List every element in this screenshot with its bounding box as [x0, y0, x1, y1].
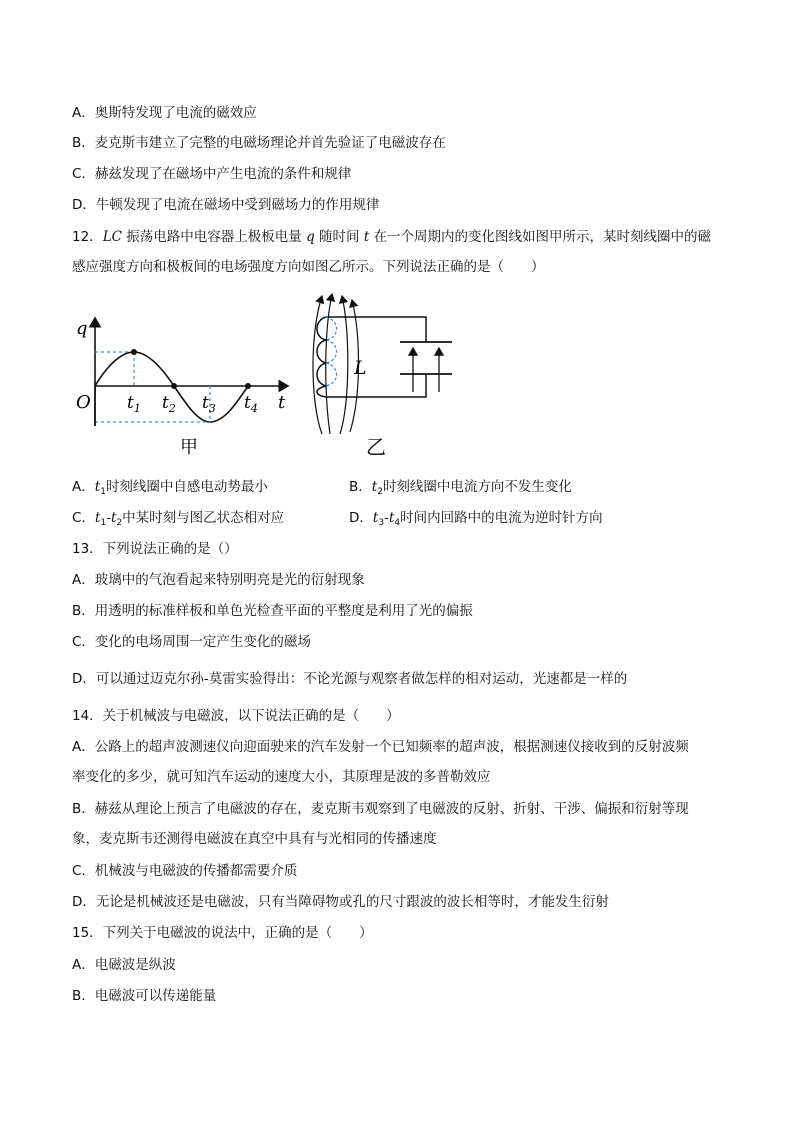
- q12-q-symbol: q: [306, 229, 315, 245]
- range-dash: -: [106, 510, 111, 526]
- q13-stem: 13．下列说法正确的是（）: [72, 541, 238, 557]
- q14-option-b-line2: 象，麦克斯韦还测得电磁波在真空中具有与光相同的传播速度: [72, 831, 437, 847]
- q15-option-b: B．电磁波可以传递能量: [72, 988, 217, 1004]
- q12-option-d: [349, 508, 603, 533]
- q11-option-a: A．奥斯特发现了电流的磁效应: [72, 105, 257, 121]
- point-t1: [131, 349, 137, 355]
- magnetic-field-lines: [313, 294, 359, 434]
- t-subscript: 2: [116, 518, 123, 528]
- q11-option-d: D．牛顿发现了电流在磁场中受到磁场力的作用规律: [72, 197, 380, 213]
- q12-number: 12．: [72, 229, 103, 245]
- caption-jia: 甲: [180, 437, 198, 458]
- t-subscript: 1: [100, 518, 107, 528]
- q15-option-a: A．电磁波是纵波: [72, 957, 176, 973]
- q12-stem-text: 在一个周期内的变化图线如图甲所示，某时刻线圈中的磁: [369, 229, 712, 245]
- q13-option-b: B．用透明的标准样板和单色光检查平面的平整度是利用了光的偏振: [72, 603, 473, 619]
- t-symbol: t: [94, 510, 101, 526]
- t-subscript: 3: [378, 518, 385, 528]
- q14-option-a-line1: A．公路上的超声波测速仪向迎面驶来的汽车发射一个已知频率的超声波，根据测速仪接收到的反射波频: [72, 739, 689, 755]
- q11-option-b: B．麦克斯韦建立了完整的电磁场理论并首先验证了电磁波存在: [72, 135, 446, 151]
- caption-yi: 乙: [366, 435, 386, 459]
- svg-text:t3: $t_3$: [202, 393, 216, 415]
- option-letter: C．: [72, 510, 95, 526]
- option-text: 中某时刻与图乙状态相对应: [122, 510, 285, 526]
- x-axis-label: t: [278, 392, 286, 413]
- circuit-wire: [326, 374, 426, 397]
- point-t2: [171, 383, 177, 389]
- q14-option-a-line2: 率变化的多少，就可知汽车运动的速度大小，其原理是波的多普勒效应: [72, 769, 491, 785]
- option-text: 时间内回路中的电流为逆时针方向: [400, 510, 603, 526]
- t-symbol: t: [372, 510, 379, 526]
- point-t4: [245, 383, 251, 389]
- y-axis-label: q: [76, 318, 88, 339]
- option-letter: B．: [349, 479, 372, 495]
- figure-jia-graph: [70, 296, 300, 462]
- range-dash: -: [384, 510, 389, 526]
- svg-text:t2: $t_2$: [162, 393, 176, 415]
- tick-t1: [127, 393, 141, 415]
- t-subscript: 4: [394, 518, 401, 528]
- option-text: 时刻线圈中自感电动势最小: [105, 479, 268, 495]
- q12-stem-line1: [72, 227, 711, 247]
- option-letter: A．: [72, 479, 95, 495]
- inductor-coil: [317, 317, 326, 397]
- q12-stem-text: 振荡电路中电容器上极板电量: [121, 229, 307, 245]
- svg-text:t4: $t_4$: [244, 393, 258, 415]
- figure-yi-circuit: [300, 292, 470, 462]
- q12-stem-text: 随时间: [314, 229, 364, 245]
- q12-option-b: [349, 477, 572, 502]
- origin-label: O: [76, 392, 91, 413]
- q14-option-c: C．机械波与电磁波的传播都需要介质: [72, 863, 298, 879]
- q15-stem: 15．下列关于电磁波的说法中，正确的是（ ）: [72, 925, 373, 941]
- circuit-wire: [326, 317, 426, 342]
- tick-t4: [244, 393, 258, 415]
- q14-option-b-line1: B．赫兹从理论上预言了电磁波的存在，麦克斯韦观察到了电磁波的反射、折射、干涉、偏振和衍射等现: [72, 801, 689, 817]
- option-text: 时刻线圈中电流方向不发生变化: [382, 479, 572, 495]
- q11-option-c: C．赫兹发现了在磁场中产生电流的条件和规律: [72, 166, 352, 182]
- t-subscript: 2: [377, 487, 383, 497]
- tick-t2: [162, 393, 176, 415]
- inductor-label: L: [354, 357, 367, 379]
- q12-t-symbol: t: [363, 229, 370, 245]
- q12-option-a: [72, 477, 268, 502]
- option-letter: D．: [349, 510, 373, 526]
- t-subscript: 1: [100, 487, 106, 497]
- q14-option-d: D．无论是机械波还是电磁波，只有当障碍物或孔的尺寸跟波的波长相等时，才能发生衍射: [72, 894, 609, 910]
- q-curve: [95, 349, 136, 386]
- t-symbol: t: [94, 479, 101, 495]
- t-symbol: t: [371, 479, 378, 495]
- tick-t3: [202, 393, 216, 415]
- q12-option-c: [72, 508, 284, 533]
- q13-option-c: C．变化的电场周围一定产生变化的磁场: [72, 634, 311, 650]
- q14-stem: 14．关于机械波与电磁波，以下说法正确的是（ ）: [72, 708, 400, 724]
- q13-option-d: D．可以通过迈克尔孙-莫雷实验得出：不论光源与观察者做怎样的相对运动，光速都是一样的: [72, 671, 628, 687]
- q13-option-a: A．玻璃中的气泡看起来特别明亮是光的衍射现象: [72, 572, 365, 588]
- t-symbol: t: [388, 510, 395, 526]
- svg-text:t1: $t_1$: [127, 393, 141, 415]
- t-symbol: t: [110, 510, 117, 526]
- q12-stem-line2: 感应强度方向和极板间的电场强度方向如图乙所示。下列说法正确的是（ ）: [72, 259, 545, 275]
- q12-lc-symbol: LC: [102, 229, 122, 245]
